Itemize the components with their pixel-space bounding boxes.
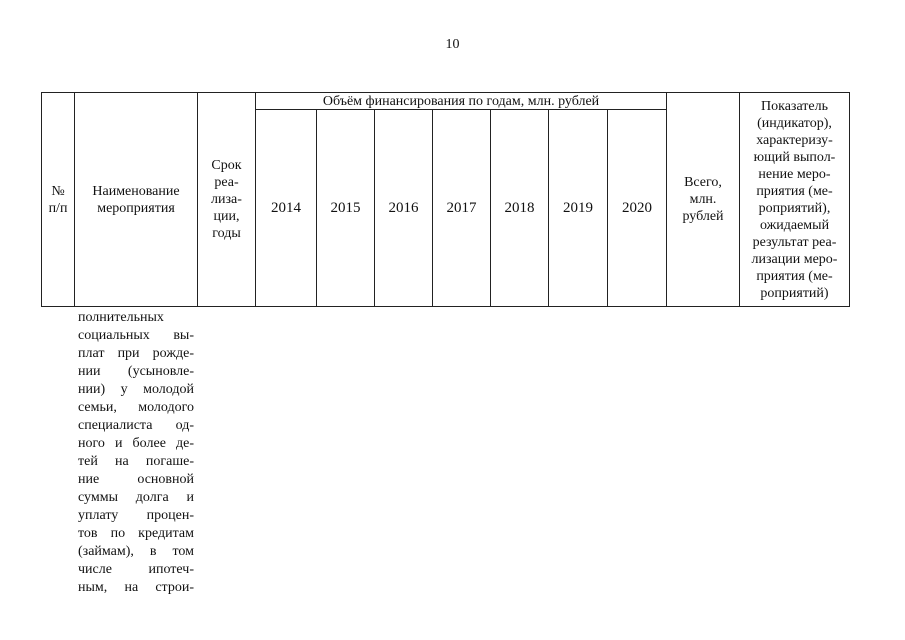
year-2014: 2014 bbox=[256, 110, 317, 307]
continuation-line: плат при рожде- bbox=[78, 346, 194, 361]
continuation-line: специалиста од- bbox=[78, 418, 194, 433]
header-funding: Объём финансирования по годам, млн. рублей bbox=[256, 93, 667, 110]
year-2018: 2018 bbox=[491, 110, 549, 307]
continuation-line: тей на погаше- bbox=[78, 454, 194, 469]
year-2016: 2016 bbox=[375, 110, 433, 307]
year-2017: 2017 bbox=[433, 110, 491, 307]
continuation-line: полнительных bbox=[78, 310, 164, 325]
continuation-line: суммы долга и bbox=[78, 490, 194, 505]
continuation-text bbox=[78, 309, 194, 597]
year-2015: 2015 bbox=[317, 110, 375, 307]
continuation-line: числе ипотеч- bbox=[78, 562, 194, 577]
continuation-line: уплату процен- bbox=[78, 508, 194, 523]
year-2019: 2019 bbox=[549, 110, 608, 307]
continuation-line: ным, на строи- bbox=[78, 580, 194, 595]
continuation-line: (займам), в том bbox=[78, 544, 194, 559]
header-number: № п/п bbox=[42, 93, 75, 307]
continuation-line: семьи, молодого bbox=[78, 400, 194, 415]
page-number: 10 bbox=[445, 37, 460, 52]
header-total: Всего, млн. рублей bbox=[667, 93, 740, 307]
funding-table bbox=[41, 92, 850, 307]
header-name: Наименование мероприятия bbox=[75, 93, 198, 307]
continuation-line: нии) у молодой bbox=[78, 382, 194, 397]
continuation-line: тов по кредитам bbox=[78, 526, 194, 541]
continuation-line: ние основной bbox=[78, 472, 194, 487]
year-2020: 2020 bbox=[608, 110, 667, 307]
header-term: Срок реа-лиза-ции, годы bbox=[198, 93, 256, 307]
header-indicator: Показатель (индикатор), характеризу-ющий выпол-нение меро-приятия (ме-роприятий), ожидаемый результат реа-лизации меро-приятия (ме-роприятий) bbox=[740, 93, 850, 307]
continuation-line: социальных вы- bbox=[78, 328, 194, 343]
continuation-line: нии (усыновле- bbox=[78, 364, 194, 379]
continuation-line: ного и более де- bbox=[78, 436, 194, 451]
